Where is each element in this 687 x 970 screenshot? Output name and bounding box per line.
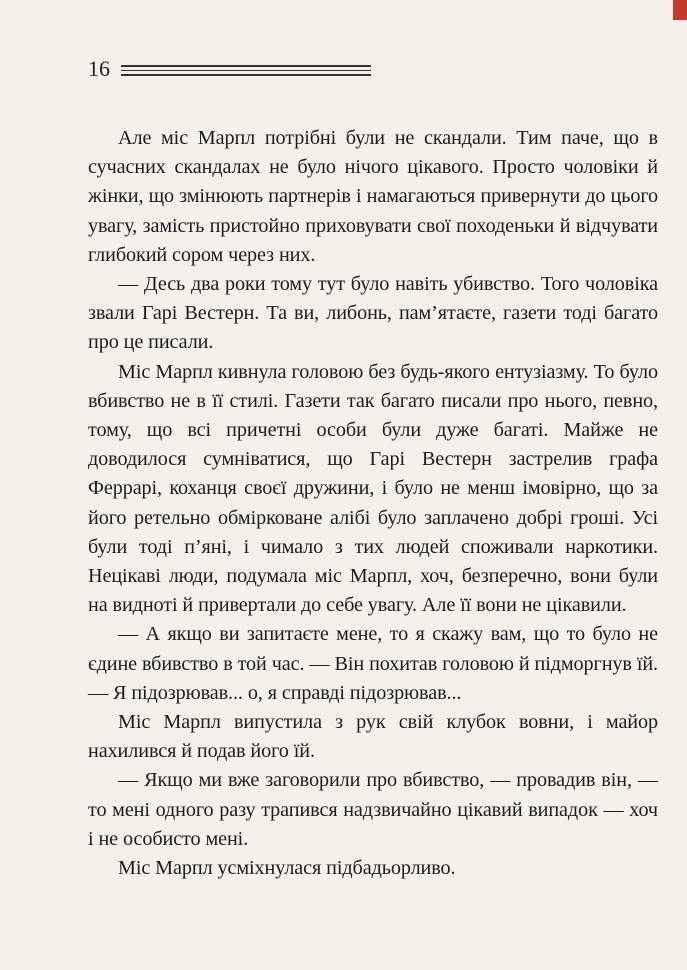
- body-text: [88, 124, 658, 883]
- paragraph-2: — Десь два роки тому тут було навіть убивство. Того чоловіка звали Гарі Вестерн. Та ви, либонь, пам’ятаєте, газети тоді багато про це писали.: [88, 273, 658, 354]
- paragraph-7: Міс Марпл усміхнулася підбадьорливо.: [118, 857, 456, 880]
- paragraph-4: — А якщо ви запитаєте мене, то я скажу вам, що то було не єдине вбивство в той час. — Він похитав головою й підморгнув їй. — Я підозрював... о, я справді підозрював...: [88, 623, 658, 704]
- page-number: 16: [88, 56, 110, 81]
- page-corner-mark: [673, 0, 687, 20]
- header-rule-middle: [121, 70, 371, 71]
- paragraph-1: Але міс Марпл потрібні були не скандали. Тим паче, що в сучасних скандалах не було нічого цікавого. Просто чоловіки й жінки, що змінюють партнерів і намагаються привернути до цього увагу, замість пристойно приховувати свої походеньки й відчувати глибокий сором через них.: [88, 127, 658, 266]
- paragraph-3: Міс Марпл кивнула головою без будь-якого ентузіазму. То було вбивство не в її стилі. Газети так багато писали про нього, певно, тому, що всі причетні особи були дуже багаті. Майже не доводилося сумніватися, що Гарі Вестерн застрелив графа Феррарі, коханця своєї дружини, і було не менш імовірно, що за його ретельно обмірковане алібі було заплачено добрі гроші. Усі були тоді п’яні, і чимало з тих людей споживали наркотики. Нецікаві люди, подумала міс Марпл, хоч, безперечно, вони були на видноті й привертали до себе увагу. Але її вони не цікавили.: [88, 360, 658, 617]
- header-rule-top: [121, 65, 371, 67]
- paragraph-6: — Якщо ми вже заговорили про вбивство, — провадив він, — то мені одного разу трапився надзвичайно цікавий випадок — хоч і не особисто мені.: [88, 769, 658, 850]
- page-header: [88, 54, 388, 84]
- paragraph-5: Міс Марпл випустила з рук свій клубок вовни, і майор нахилився й подав його їй.: [88, 711, 658, 763]
- header-rule-bottom: [121, 74, 371, 76]
